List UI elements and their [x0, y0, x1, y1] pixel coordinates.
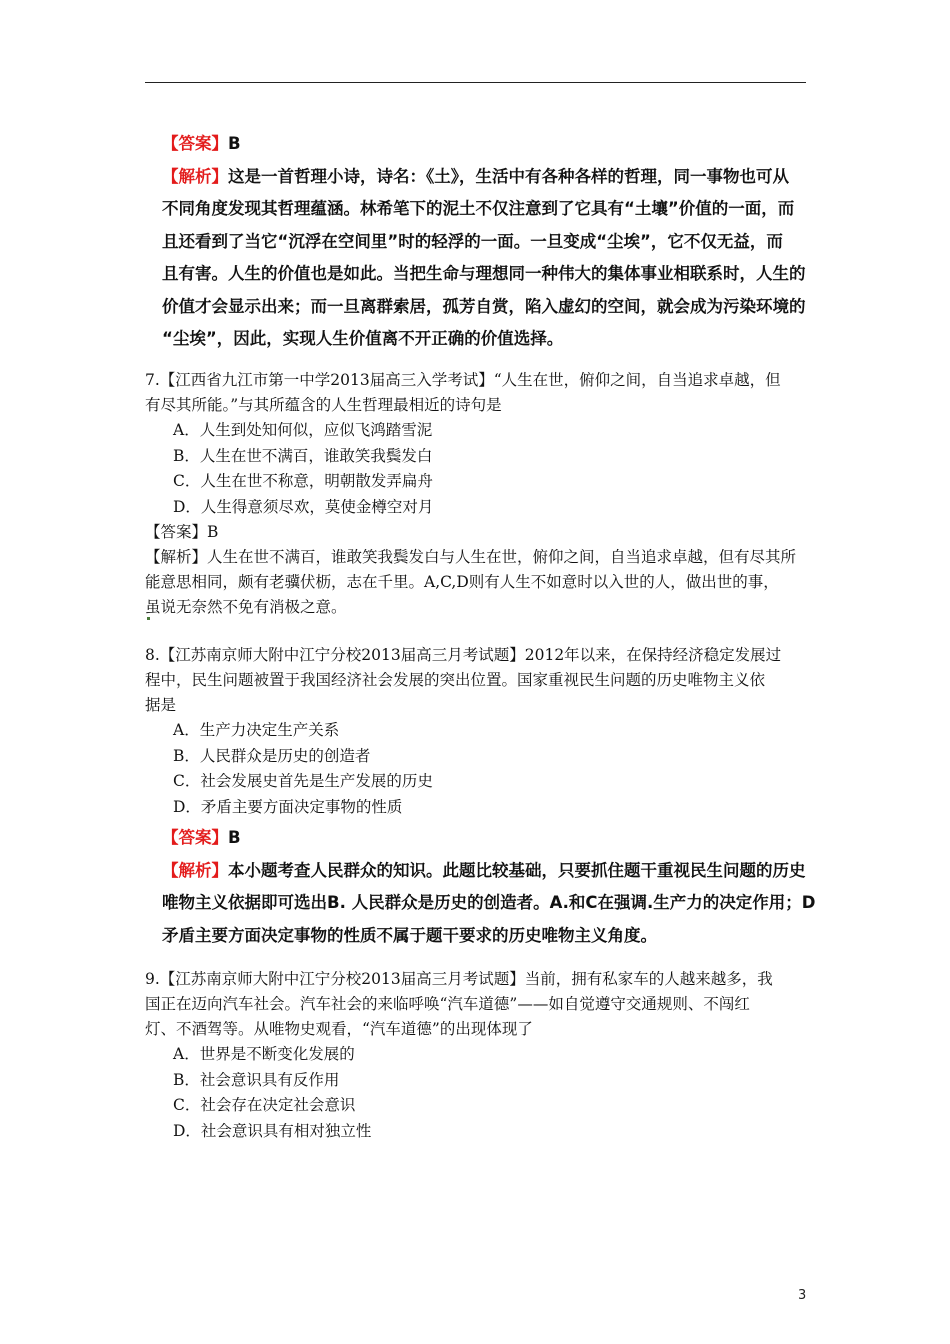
q6-analysis-line: 且还看到了当它“沉浮在空间里”时的轻浮的一面。一旦变成“尘埃”，它不仅无益，而	[162, 231, 783, 251]
q9-block	[145, 967, 845, 1144]
page-number: 3	[798, 1288, 807, 1303]
q9-stem-line: 国正在迈向汽车社会。汽车社会的来临呼唤“汽车道德”——如自觉遵守交通规则、不闯红	[145, 995, 750, 1013]
q7-stem-line: 7.【江西省九江市第一中学2013届高三入学考试】“人生在世，俯仰之间，自当追求卓越，但	[145, 371, 781, 389]
q7-analysis-line: 【解析】人生在世不满百，谁敢笑我鬓发白与人生在世，俯仰之间，自当追求卓越，但有尽其所	[145, 548, 797, 566]
q7-option-c: C．人生在世不称意，明朝散发弄扁舟	[173, 472, 433, 490]
q7-option-a: A．人生到处知何似，应似飞鸿踏雪泥	[173, 421, 433, 439]
q6-analysis-line: 且有害。人生的价值也是如此。当把生命与理想同一种伟大的集体事业相联系时，人生的	[162, 264, 806, 283]
q8-stem-line: 程中，民生问题被置于我国经济社会发展的突出位置。国家重视民生问题的历史唯物主义依	[145, 671, 766, 689]
q7-block	[145, 368, 845, 620]
q8-option-b: B．人民群众是历史的创造者	[173, 746, 371, 765]
q8-analysis-line: 【解析】本小题考查人民群众的知识。此题比较基础，只要抓住题干重视民生问题的历史	[162, 860, 806, 880]
q9-option-c: C．社会存在决定社会意识	[173, 1096, 356, 1114]
q6-analysis-line: “尘埃”，因此，实现人生价值离不开正确的价值选择。	[162, 329, 564, 348]
q7-analysis-line: 虽说无奈然不免有消极之意。	[145, 598, 347, 616]
q6-answer: 【答案】B	[162, 134, 241, 153]
q8-analysis-line: 矛盾主要方面决定事物的性质不属于题干要求的历史唯物主义角度。	[162, 925, 657, 945]
q8-answer: 【答案】B	[162, 828, 241, 847]
header-rule	[145, 82, 806, 83]
q8-option-d: D．矛盾主要方面决定事物的性质	[173, 797, 403, 816]
q6-analysis-line: 【解析】这是一首哲理小诗，诗名：《土》，生活中有各种各样的哲理，同一事物也可从	[162, 166, 789, 186]
q9-option-d: D．社会意识具有相对独立性	[173, 1121, 372, 1140]
q9-stem-line: 灯、不酒驾等。从唯物史观看，“汽车道德”的出现体现了	[145, 1020, 533, 1038]
q7-option-d: D．人生得意须尽欢，莫使金樽空对月	[173, 497, 434, 516]
q7-answer: 【答案】B	[145, 523, 219, 541]
q7-stem-line: 有尽其所能。”与其所蕴含的人生哲理最相近的诗句是	[145, 396, 502, 414]
q8-stem-line: 8.【江苏南京师大附中江宁分校2013届高三月考试题】2012年以来，在保持经济稳定发展过	[145, 646, 782, 664]
q7-option-b: B．人生在世不满百，谁敢笑我鬓发白	[173, 446, 433, 465]
q8-block	[145, 643, 845, 820]
q8-answer-block	[162, 822, 842, 952]
q8-analysis-line: 唯物主义依据即可选出B. 人民群众是历史的创造者。A.和C在强调.生产力的决定作用；D	[162, 893, 816, 912]
q9-option-a: A．世界是不断变化发展的	[173, 1045, 355, 1063]
q9-stem-line: 9.【江苏南京师大附中江宁分校2013届高三月考试题】当前，拥有私家车的人越来越多，我	[145, 970, 773, 988]
q6-analysis-line: 不同角度发现其哲理蕴涵。林希笔下的泥土不仅注意到了它具有“土壤”价值的一面，而	[162, 199, 795, 218]
q8-stem-line: 据是	[145, 696, 177, 714]
q8-option-c: C．社会发展史首先是生产发展的历史	[173, 772, 433, 790]
green-dot-mark	[147, 617, 150, 620]
q6-answer-block	[162, 128, 822, 356]
q8-option-a: A．生产力决定生产关系	[173, 721, 340, 739]
q9-option-b: B．社会意识具有反作用	[173, 1070, 340, 1089]
q7-analysis-line: 能意思相同，颇有老骥伏枥，志在千里。A,C,D则有人生不如意时以入世的人，做出世的事，	[145, 573, 779, 591]
q6-analysis-line: 价值才会显示出来；而一旦离群索居，孤芳自赏，陷入虚幻的空间，就会成为污染环境的	[162, 296, 806, 316]
